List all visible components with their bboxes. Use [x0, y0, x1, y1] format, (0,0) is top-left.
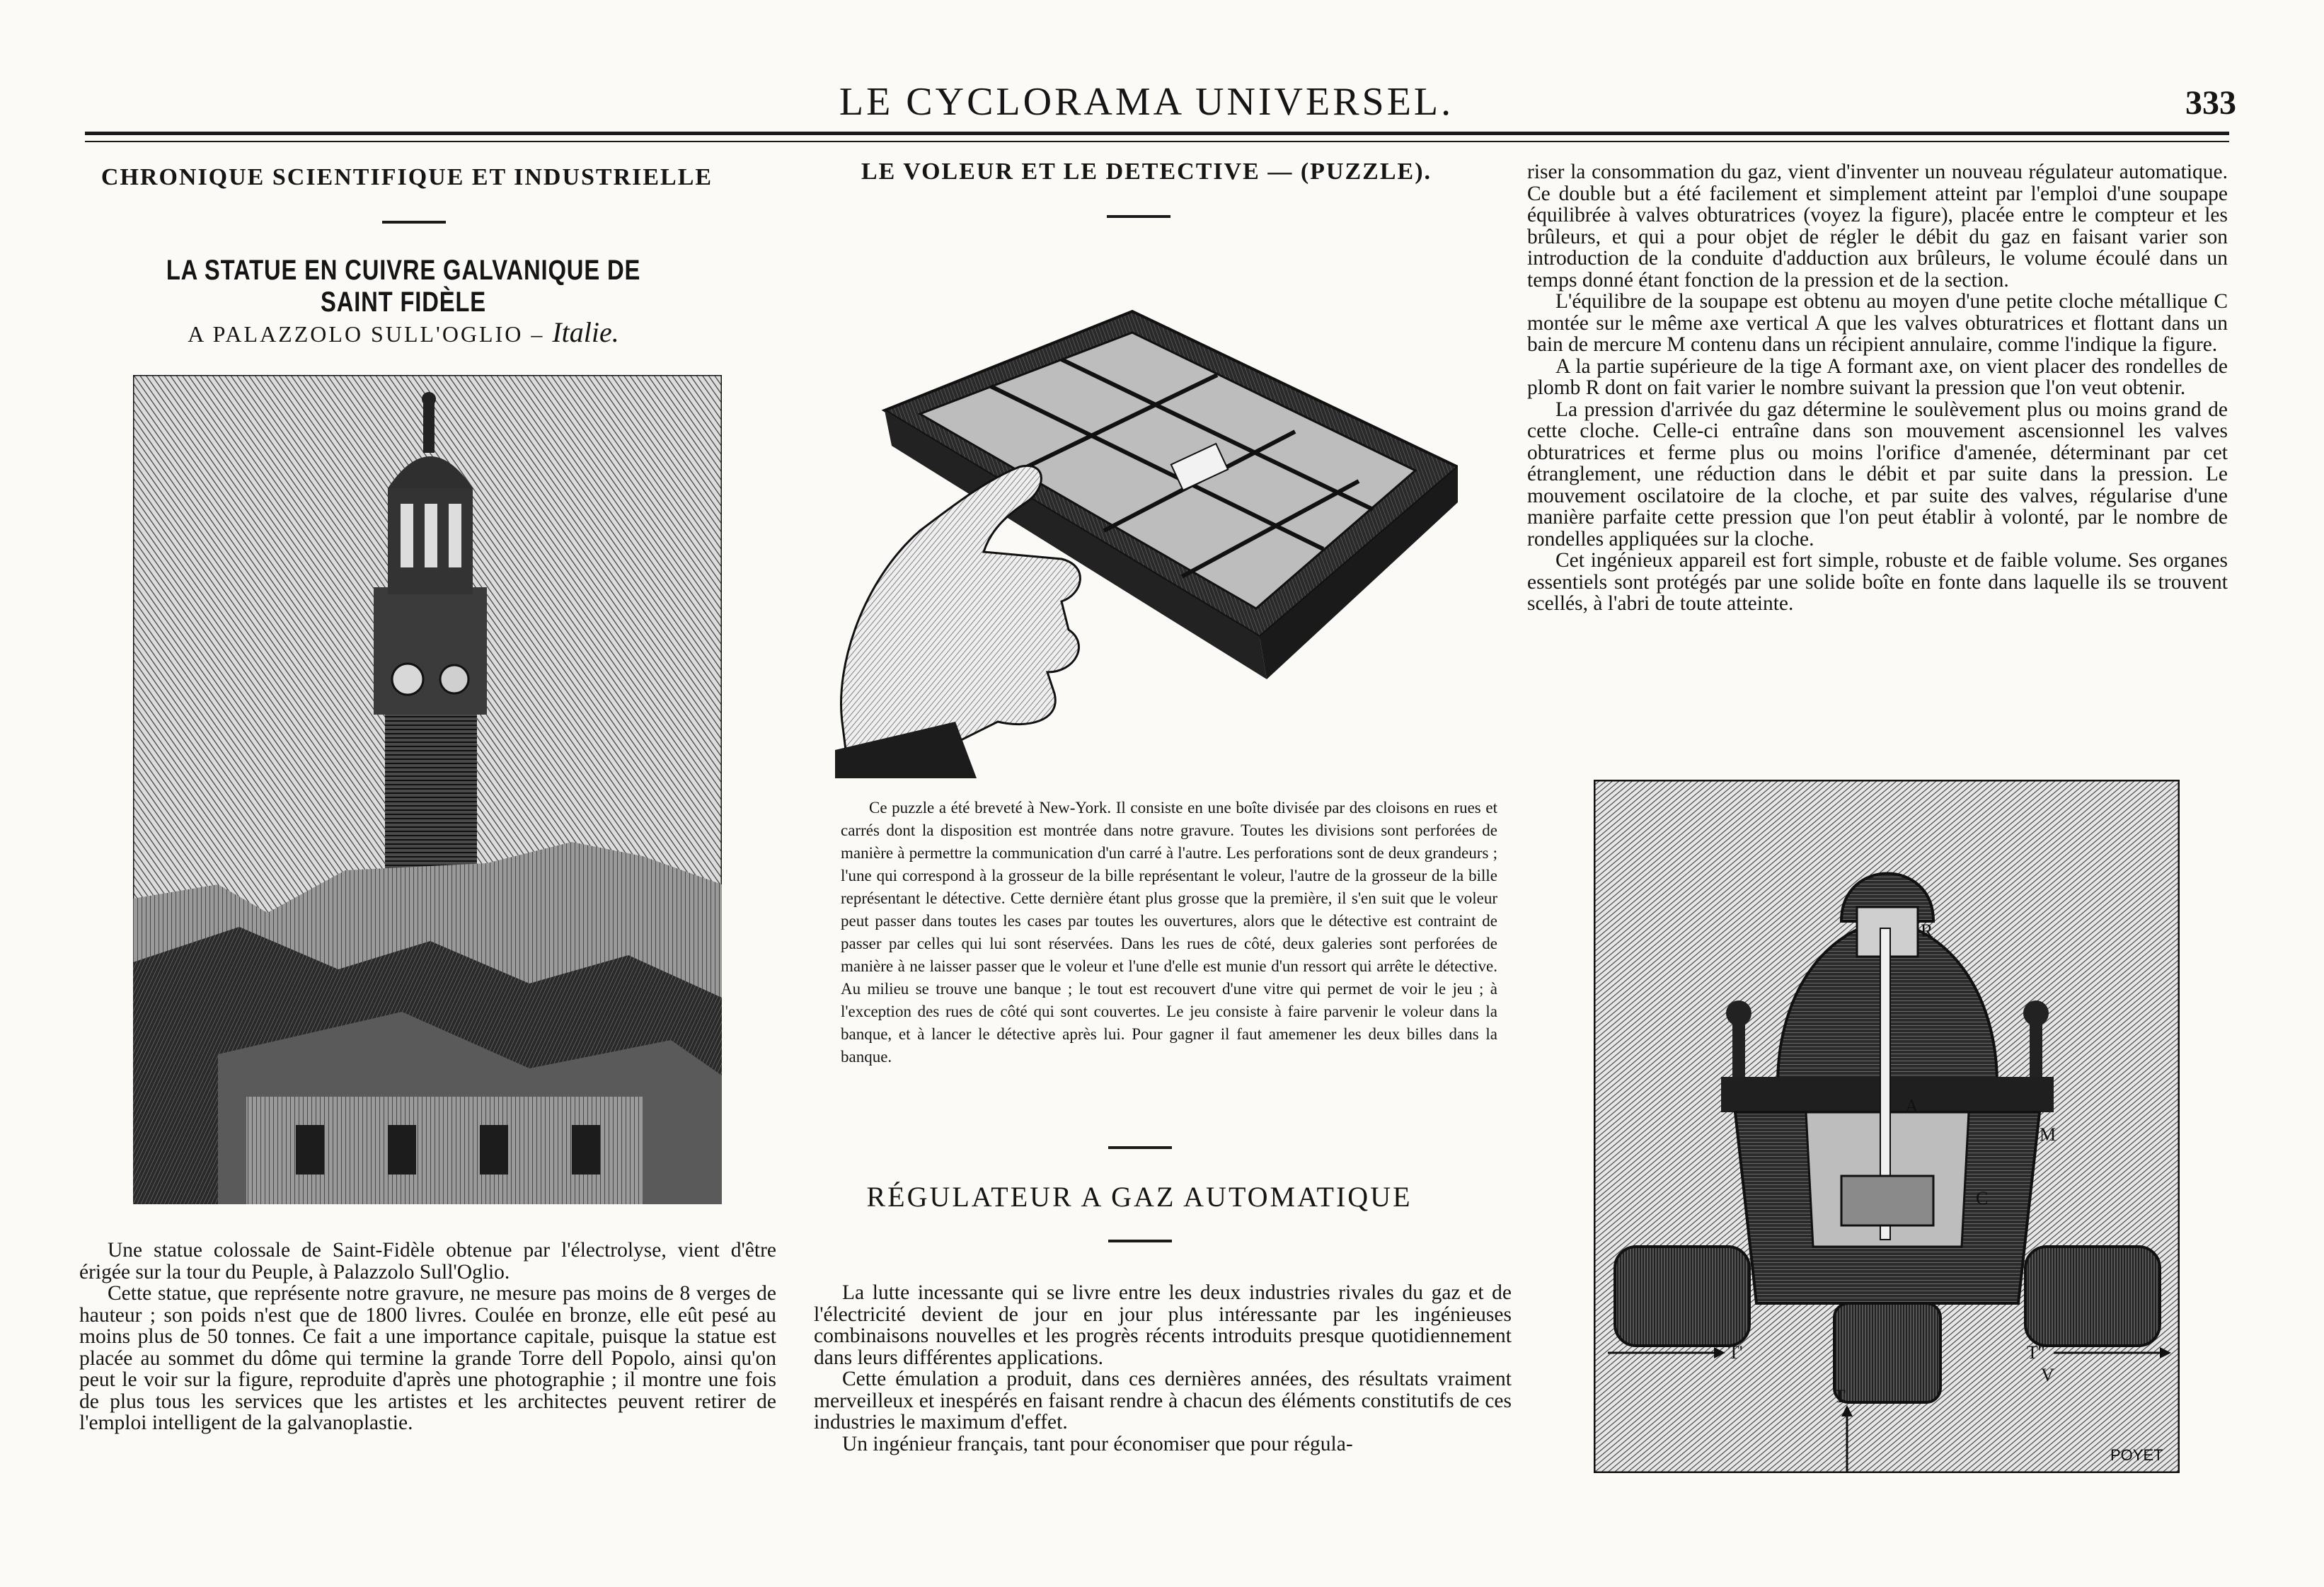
puzzle-article-text [841, 797, 1497, 1068]
regulator-top-divider [1108, 1146, 1172, 1149]
gas-regulator-engraving [1594, 780, 2180, 1473]
running-title: LE CYCLORAMA UNIVERSEL. [839, 80, 1454, 124]
label-v: V [2041, 1365, 2054, 1385]
label-a: A [1905, 1096, 1919, 1116]
statue-paragraph: Cette statue, que représente notre gravure, ne mesure pas moins de 8 verges de hauteur ; son poids n'est que de 1800 livres. Coulée en bronze, elle eût pesé au moins plus de 50 tonnes. Ce fait a une importance capitale, puisque la statue est placée au sommet du dôme qui termine la grande Torre dell Popolo, ainsi qu'on peut le voir sur la figure, reproduite d'après une photographie ; il montre une fois de plus tous les services que les artistes et les architectes peuvent retirer de l'emploi intelligent de la galvanoplastie. [79, 1282, 776, 1434]
article-subtitle-location [71, 316, 736, 349]
engraver-signature: POYET [2110, 1446, 2163, 1464]
puzzle-paragraph: Ce puzzle a été breveté à New-York. Il consiste en une boîte divisée par des cloisons en rues et carrés dont la disposition est montrée dans notre gravure. Toutes les divisions sont perforées de manière à permettre la communication d'un carré à l'autre. Les perforations sont de deux grandeurs ; l'une qui correspond à la grosseur de la bille représentant le voleur, l'autre de la grosseur de la bille représentant le détective. Cette dernière étant plus grosse que la première, il s'en suit que le voleur peut passer dans toutes les cases par toutes les ouvertures, alors que le détective est contraint de passer par celles qui lui sont réservées. Dans les rues de côté, deux galeries sont perforées de manière à ne laisser passer que le voleur et l'une d'elle est munie d'un ressort qui arrête le détective. Au milieu se trouve une banque ; le tout est recouvert d'une vitre qui permet de voir le jeu ; à l'exception des rues de côté qui sont couvertes. Le jeu consiste à faire parvenir le voleur dans la banque, et à lancer le détective après lui. Pour gagner il faut amemener les deux billes dans la banque. [841, 799, 1497, 1066]
label-t-left: T' [1728, 1342, 1743, 1363]
label-c: C [1976, 1188, 1989, 1208]
regulator-continued-text [1527, 161, 2228, 615]
section-divider [382, 221, 446, 224]
location-country: Italie. [552, 316, 619, 348]
regulator-article-text [814, 1282, 1512, 1455]
label-t-right: T'' [2027, 1342, 2045, 1363]
location-text: A PALAZZOLO SULL'OGLIO – [188, 321, 545, 347]
header-rule-thin [85, 141, 2229, 142]
regulator-continued-paragraph: riser la consommation du gaz, vient d'inventer un nouveau régulateur automatique. Ce double but a été facilement et simplement atteint par l'emploi d'une soupape équilibrée à valves obturatrices (voyez la figure), placée entre le compteur et les brûleurs, et qui a pour objet de régler le débit du gaz en faisant varier son introduction de la conduite d'adduction aux brûleurs, le volume écoulé dans un temps donné étant fonction de la pression et de la section. [1527, 161, 2228, 292]
regulator-paragraph: A la partie supérieure de la tige A formant axe, on vient placer des rondelles de plomb R dont on fait varier le nombre suivant la pression que l'on veut obtenir. [1527, 354, 2228, 399]
page-number: 333 [2185, 84, 2236, 122]
regulator-paragraph: L'équilibre de la soupape est obtenu au moyen d'une petite cloche métallique C montée sur le même axe vertical A que les valves obturatrices et flottant dans un bain de mercure M contenu dans un récipient annulaire, comme l'indique la figure. [1527, 290, 2228, 356]
regulator-title: RÉGULATEUR A GAZ AUTOMATIQUE [866, 1181, 1413, 1213]
puzzle-divider [1107, 215, 1170, 218]
tower-engraving [133, 375, 722, 1204]
puzzle-title: LE VOLEUR ET LE DETECTIVE — (PUZZLE). [861, 158, 1432, 185]
label-r: R [1921, 921, 1933, 941]
puzzle-engraving [835, 297, 1458, 778]
regulator-paragraph: La lutte incessante qui se livre entre les deux industries rivales du gaz et de l'électricité devient de jour en jour plus intéressante par les ingénieuses combinaisons nouvelles et les progrès récents introduits presque quotidiennement dans leurs différentes applications. [814, 1281, 1512, 1369]
label-t-bottom: T [1834, 1386, 1846, 1407]
article-title-statue: LA STATUE EN CUIVRE GALVANIQUE DE SAINT FIDÈLE [166, 255, 641, 318]
regulator-divider [1108, 1240, 1172, 1242]
regulator-paragraph: La pression d'arrivée du gaz détermine le soulèvement plus ou moins grand de cette cloche. Celle-ci entraîne dans son mouvement ascensionnel les valves obturatrices et ferme plus ou moins l'orifice d'amenée, déterminant par cet étranglement, une réduction dans le débit et par suite dans la pression. Le mouvement oscilatoire de la cloche, et par suite des valves, régularise d'une manière parfaite cette pression que l'on peut établir à volonté, par le nombre de rondelles appliquées sur la cloche. [1527, 398, 2228, 550]
statue-article-text [79, 1240, 776, 1434]
regulator-paragraph: Cet ingénieux appareil est fort simple, robuste et de faible volume. Ses organes essentiels sont protégés par une solide boîte en fonte dans laquelle ils se trouvent scellés, à l'abri de toute atteinte. [1527, 549, 2228, 615]
regulator-paragraph: Un ingénieur français, tant pour économiser que pour régula- [842, 1432, 1353, 1455]
header-rule [85, 132, 2229, 135]
regulator-paragraph: Cette émulation a produit, dans ces dernières années, des résultats vraiment merveilleux et inespérés en faisant rendre à chacun des éléments constitutifs de ces industries le maximum d'effet. [814, 1368, 1512, 1433]
statue-paragraph: Une statue colossale de Saint-Fidèle obtenue par l'électrolyse, vient d'être érigée sur la tour du Peuple, à Palazzolo Sull'Oglio. [79, 1239, 776, 1283]
label-m: M [2040, 1124, 2056, 1145]
section-title: CHRONIQUE SCIENTIFIQUE ET INDUSTRIELLE [100, 164, 713, 190]
